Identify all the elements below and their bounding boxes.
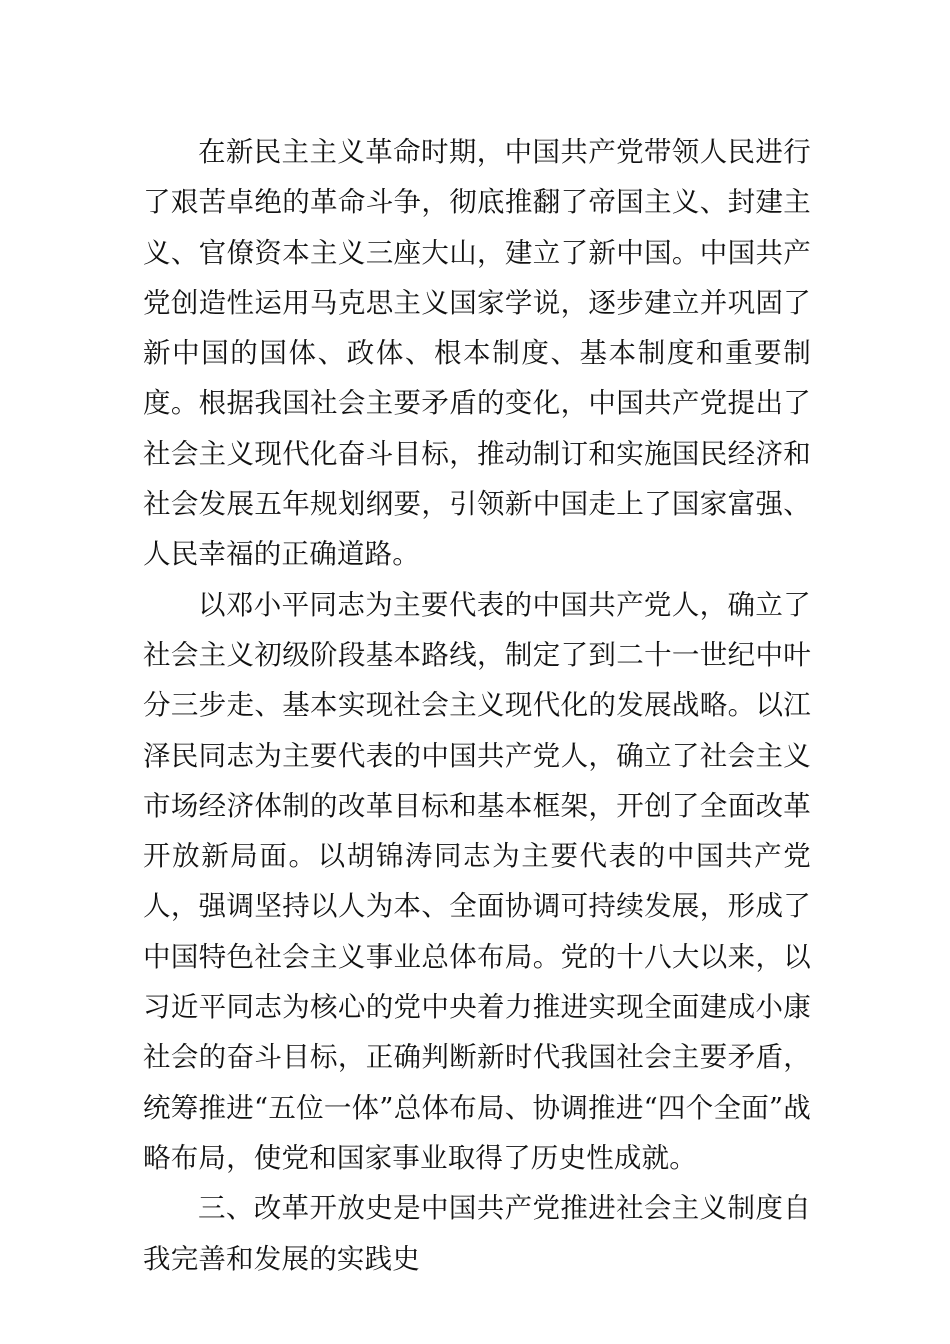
section-heading-reform-opening: 三、改革开放史是中国共产党推进社会主义制度自我完善和发展的实践史 <box>143 1192 811 1275</box>
document-body <box>143 127 811 1284</box>
paragraph-new-democratic-revolution: 在新民主主义革命时期，中国共产党带领人民进行了艰苦卓绝的革命斗争，彻底推翻了帝国主义、封建主义、官僚资本主义三座大山，建立了新中国。中国共产党创造性运用马克思主义国家学说，逐步建立并巩固了新中国的国体、政体、根本制度、基本制度和重要制度。根据我国社会主要矛盾的变化，中国共产党提出了社会主义现代化奋斗目标，推动制订和实施国民经济和社会发展五年规划纲要，引领新中国走上了国家富强、人民幸福的正确道路。 <box>143 136 811 571</box>
paragraph-reform-leadership: 以邓小平同志为主要代表的中国共产党人，确立了社会主义初级阶段基本路线，制定了到二十一世纪中叶分三步走、基本实现社会主义现代化的发展战略。以江泽民同志为主要代表的中国共产党人，确立了社会主义市场经济体制的改革目标和基本框架，开创了全面改革开放新局面。以胡锦涛同志为主要代表的中国共产党人，强调坚持以人为本、全面协调可持续发展，形成了中国特色社会主义事业总体布局。党的十八大以来，以习近平同志为核心的党中央着力推进实现全面建成小康社会的奋斗目标，正确判断新时代我国社会主要矛盾，统筹推进“五位一体”总体布局、协调推进“四个全面”战略布局，使党和国家事业取得了历史性成就。 <box>143 588 811 1174</box>
